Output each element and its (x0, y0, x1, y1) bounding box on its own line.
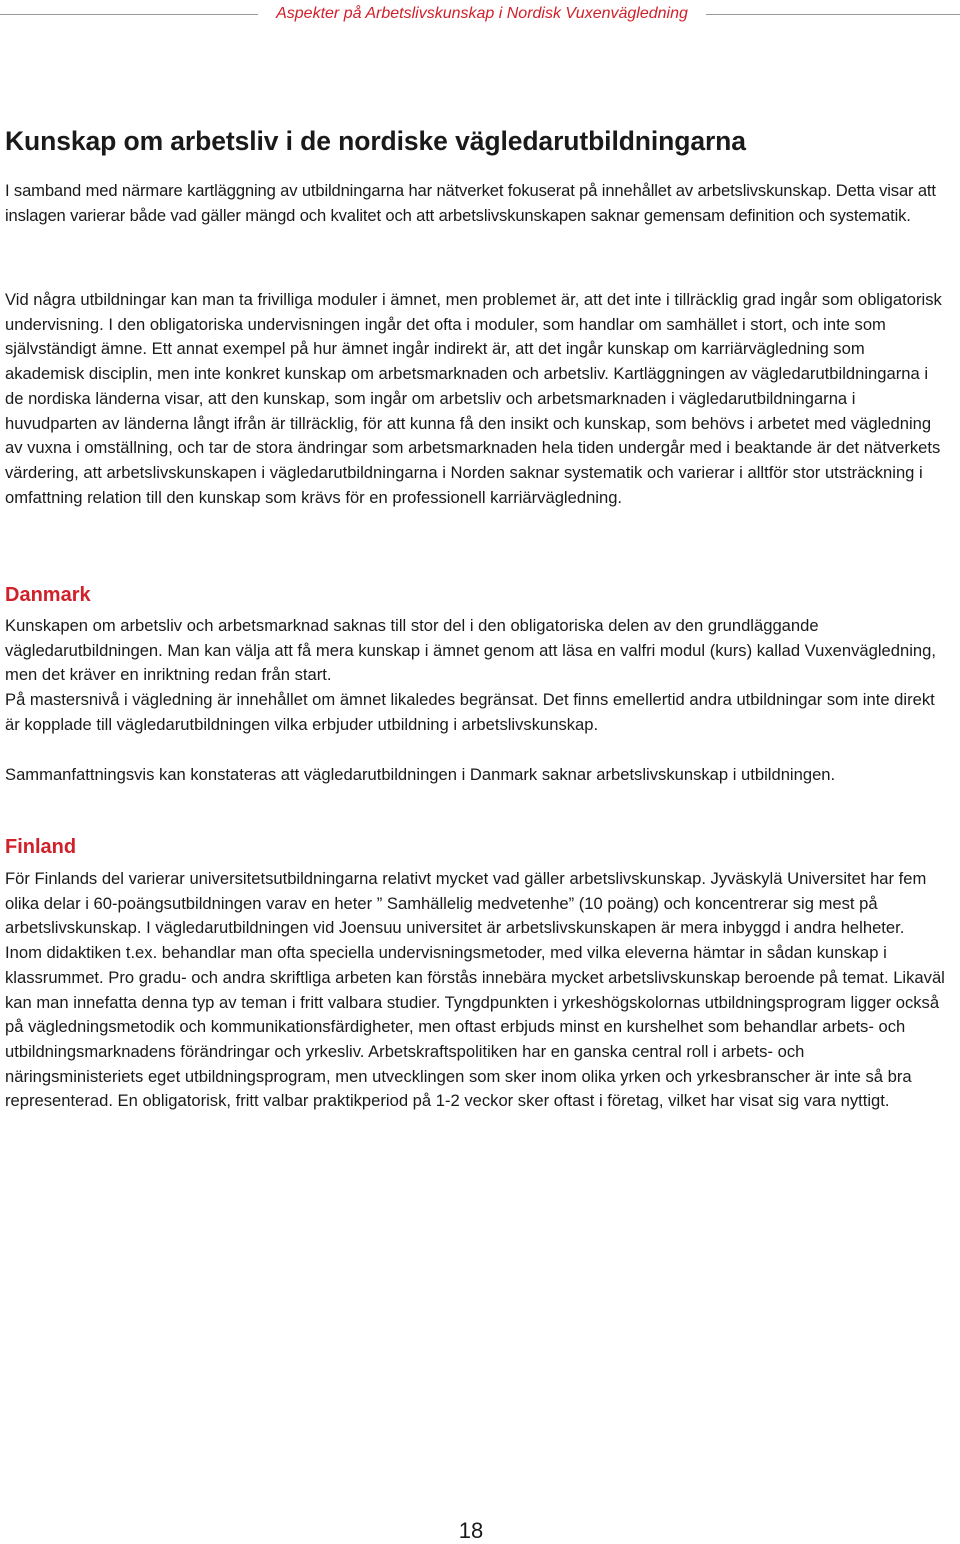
intro-paragraph-2: Vid några utbildningar kan man ta frivilliga moduler i ämnet, men problemet är, att det inte i tillräcklig grad ingår som obligatorisk undervisning. I den obligatoriska undervisningen ingår det ofta i moduler, som handlar om samhället i stort, och inte som självständigt ämne. Ett annat exempel på hur ämnet ingår indirekt är, att det ingår kunskap om karriärvägledning som akademisk disciplin, men inte konkret kunskap om arbetsmarknaden och arbetsliv. Kartläggningen av vägledarutbildningarna i de nordiska länderna visar, att den kunskap, som ingår om arbetsliv och arbetsmarknaden i vägledarutbildningarna i huvudparten av länderna långt ifrån är tillräcklig, för att kunna få den insikt och kunskap, som behövs i arbetet med vägledning av vuxna i omställning, och tar de stora ändringar som arbetsmarknaden hela tiden undergår med i beaktande är det nätverkets värdering, att arbetslivskunskapen i vägledarutbildningarna i Norden saknar systematik och varierar i alltför stor utsträckning i omfattning relation till den kunskap som krävs för en professionell karriärvägledning. (5, 290, 942, 507)
finland-section (5, 867, 945, 1114)
section-heading-finland: Finland (5, 836, 77, 858)
danmark-paragraph-1: Kunskapen om arbetsliv och arbetsmarknad saknas till stor del i den obligatoriska delen av den grundläggande vägledarutbildningen. Man kan välja att få mera kunskap i ämnet genom att läsa en valfri modul (kurs) kallad Vuxenvägledning, men det kräver en inriktning redan från start. (5, 616, 936, 685)
intro-paragraph-1: I samband med närmare kartläggning av utbildningarna har nätverket fokuserat på innehållet av arbetslivskunskap. Detta visar att inslagen varierar både vad gäller mängd och kvalitet och att arbetslivskunskapen saknar gemensam definition och systematik. (5, 181, 936, 225)
intro-section-2 (5, 288, 945, 510)
danmark-paragraph-3: Sammanfattningsvis kan konstateras att vägledarutbildningen i Danmark saknar arbetslivskunskap i utbildningen. (5, 764, 836, 784)
page-number: 18 (458, 1518, 484, 1543)
danmark-paragraph-2: På mastersnivå i vägledning är innehållet om ämnet likaledes begränsat. Det finns emellertid andra utbildningar som inte direkt är kopplade till vägledarutbildningen vilka erbjuder utbildning i arbetslivskunskap. (5, 690, 935, 734)
intro-section (5, 179, 945, 228)
finland-paragraph-1: För Finlands del varierar universitetsutbildningarna relativt mycket vad gäller arbetslivskunskap. Jyväskylä Universitet har fem olika delar i 60-poängsutbildningen varav en heter ” Samhällelig medvetenhe” (10 poäng) och koncentrerar sig mest på arbetslivskunskap. I vägledarutbildningen vid Joensuu universitet är arbetslivskunskapen är mera inbyggd i andra helheter. Inom didaktiken t.ex. behandlar man ofta speciella undervisningsmetoder, med vilka eleverna hämtar in sådan kunskap i klassrummet. Pro gradu- och andra skriftliga arbeten kan förstås innebära mycket arbetslivskunskap beroende på temat. Likaväl kan man innefatta denna typ av teman i fritt valbara studier. Tyngdpunkten i yrkeshögskolornas utbildningsprogram ligger också på vägledningsmetodik och kommunikationsfärdigheter, men oftast erbjuds minst en kurshelhet som behandlar arbets- och utbildningsmarknadens förändringar och yrkesliv. Arbetskraftspolitiken har en ganska central roll i arbets- och näringsministeriets eget utbildningsprogram, men utvecklingen som sker inom olika yrken och yrkesbranscher är inte så bra representerad. En obligatorisk, fritt valbar praktikperiod på 1-2 veckor sker oftast i företag, vilket har visat sig vara nyttigt. (5, 869, 945, 1111)
header-rule-right (706, 14, 960, 15)
page-title: Kunskap om arbetsliv i de nordiske vägledarutbildningarna (5, 126, 746, 156)
running-head: Aspekter på Arbetslivskunskap i Nordisk Vuxenvägledning (276, 5, 688, 22)
section-heading-danmark: Danmark (5, 584, 91, 606)
danmark-section (5, 614, 945, 787)
